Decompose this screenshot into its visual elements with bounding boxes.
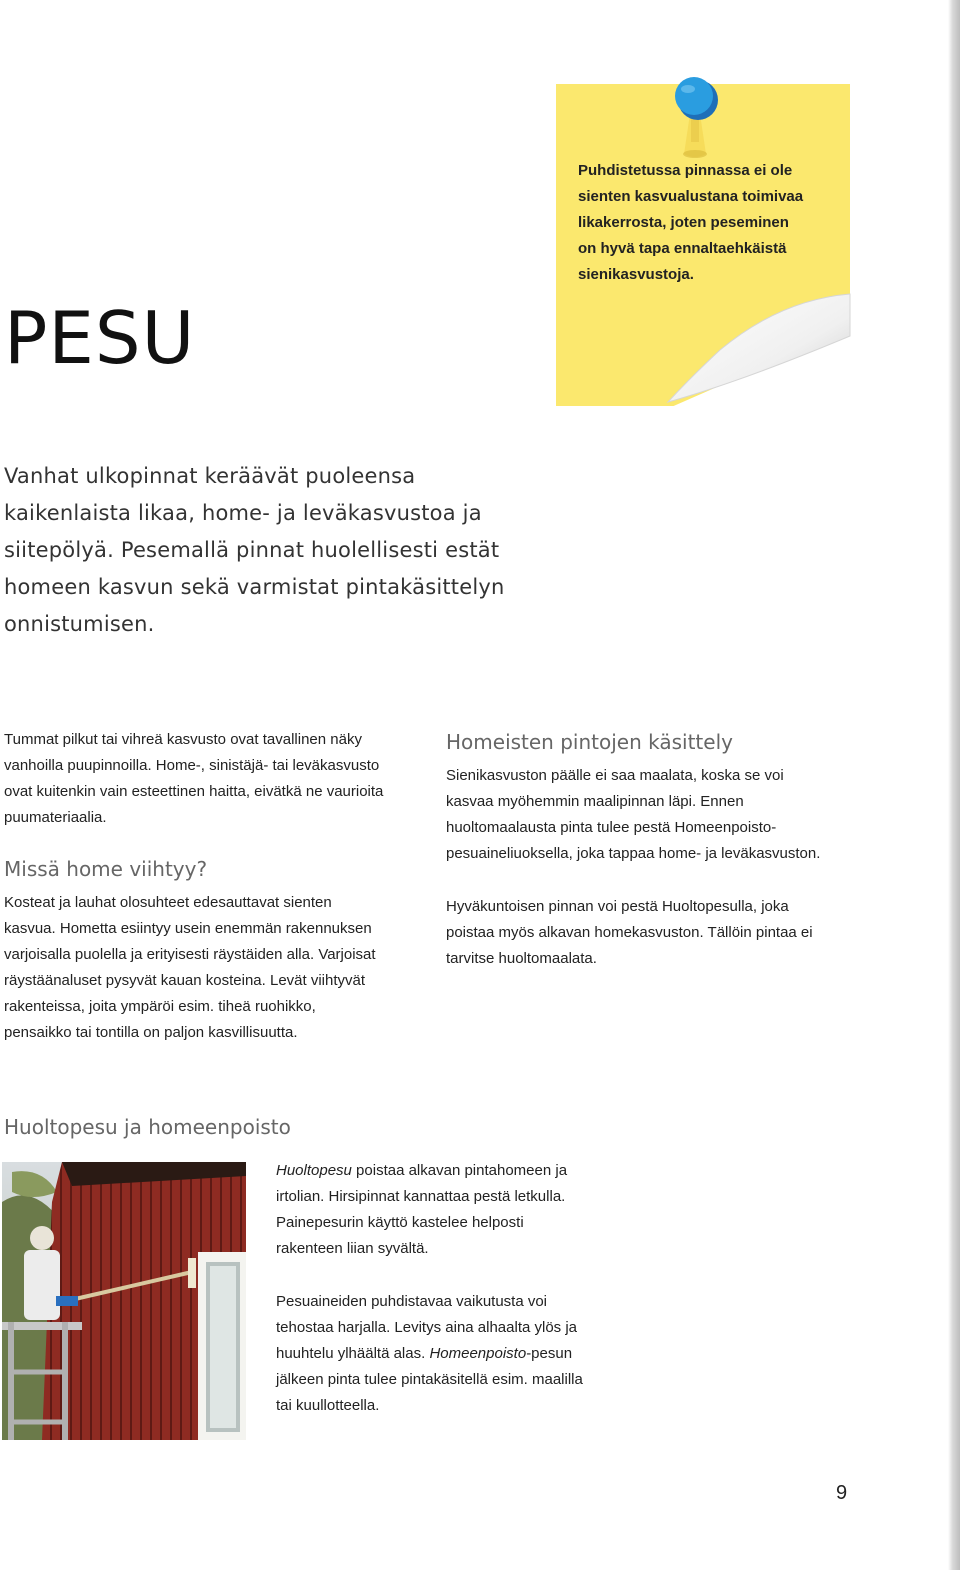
bottom-paragraph-2-start: Pesuaineiden puhdistavaa vaikutusta voi tehostaa harjalla. Levitys aina alhaalta ylös ja huuhtelu ylhäältä alas. [276, 1293, 578, 1362]
page-edge-shadow [948, 0, 960, 1570]
left-paragraph-1: Tummat pilkut tai vihreä kasvusto ovat tavallinen näky vanhoilla puupinnoilla. Home-, sinistäjä- tai leväkasvusto ovat kuitenkin vain esteettinen haitta, eivätkä ne vaurioita puumateriaalia. [4, 731, 384, 826]
right-paragraph-2: Hyväkuntoisen pinnan voi pestä Huoltopesulla, joka poistaa myös alkavan homekasvuston. Tällöin pintaa ei tarvitse huoltomaalata. [446, 898, 813, 967]
page-number: 9 [836, 1482, 848, 1504]
right-heading: Homeisten pintojen käsittely [446, 730, 733, 754]
bottom-paragraph-2 [276, 1289, 592, 1419]
page-curl-icon [660, 290, 860, 408]
photo-washing-wall [2, 1162, 246, 1440]
pushpin-icon [660, 74, 730, 164]
right-paragraph-1: Sienikasvuston päälle ei saa maalata, koska se voi kasvaa myöhemmin maalipinnan läpi. Ennen huoltomaalausta pinta tulee pestä Homeenpoisto-pesuaineliuoksella, joka tappaa home- ja leväkasvuston. [446, 767, 821, 862]
page-title: PESU [4, 296, 196, 380]
note-text: Puhdistetussa pinnassa ei ole sienten kasvualustana toimivaa likakerrosta, joten peseminen on hyvä tapa ennaltaehkäistä sienikasvustoja. [578, 162, 804, 283]
product-name-homeenpoisto: Homeenpoisto [429, 1345, 527, 1362]
intro-paragraph: Vanhat ulkopinnat keräävät puoleensa kaikenlaista likaa, home- ja leväkasvustoa ja siitepölyä. Pesemallä pinnat huolellisesti estät homeen kasvun sekä varmistat pintakäsittelyn onnistumisen. [4, 464, 505, 636]
product-name-huoltopesu: Huoltopesu [276, 1162, 352, 1179]
bottom-heading: Huoltopesu ja homeenpoisto [4, 1115, 291, 1139]
left-heading: Missä home viihtyy? [4, 857, 208, 881]
bottom-paragraph-1 [276, 1158, 592, 1262]
bottom-paragraph-2-end: -pesun jälkeen pinta tulee pintakäsitellä esim. maalilla tai kuullotteella. [276, 1345, 583, 1414]
left-paragraph-2: Kosteat ja lauhat olosuhteet edesauttavat sienten kasvua. Hometta esiintyy usein enemmän rakennuksen varjoisalla puolella ja erityisesti räystäiden alla. Varjoisat räystäänaluset pysyvät kauan kosteina. Levät viihtyvät rakenteissa, joita ympäröi esim. tiheä ruohikko, pensaikko tai tontilla on paljon kasvillisuutta. [4, 894, 376, 1041]
bottom-paragraph-1-text: poistaa alkavan pintahomeen ja irtolian. Hirsipinnat kannattaa pestä letkulla. Painepesurin käyttö kastelee helposti rakenteen liian syvältä. [276, 1162, 568, 1257]
photo-illustration [2, 1162, 246, 1440]
